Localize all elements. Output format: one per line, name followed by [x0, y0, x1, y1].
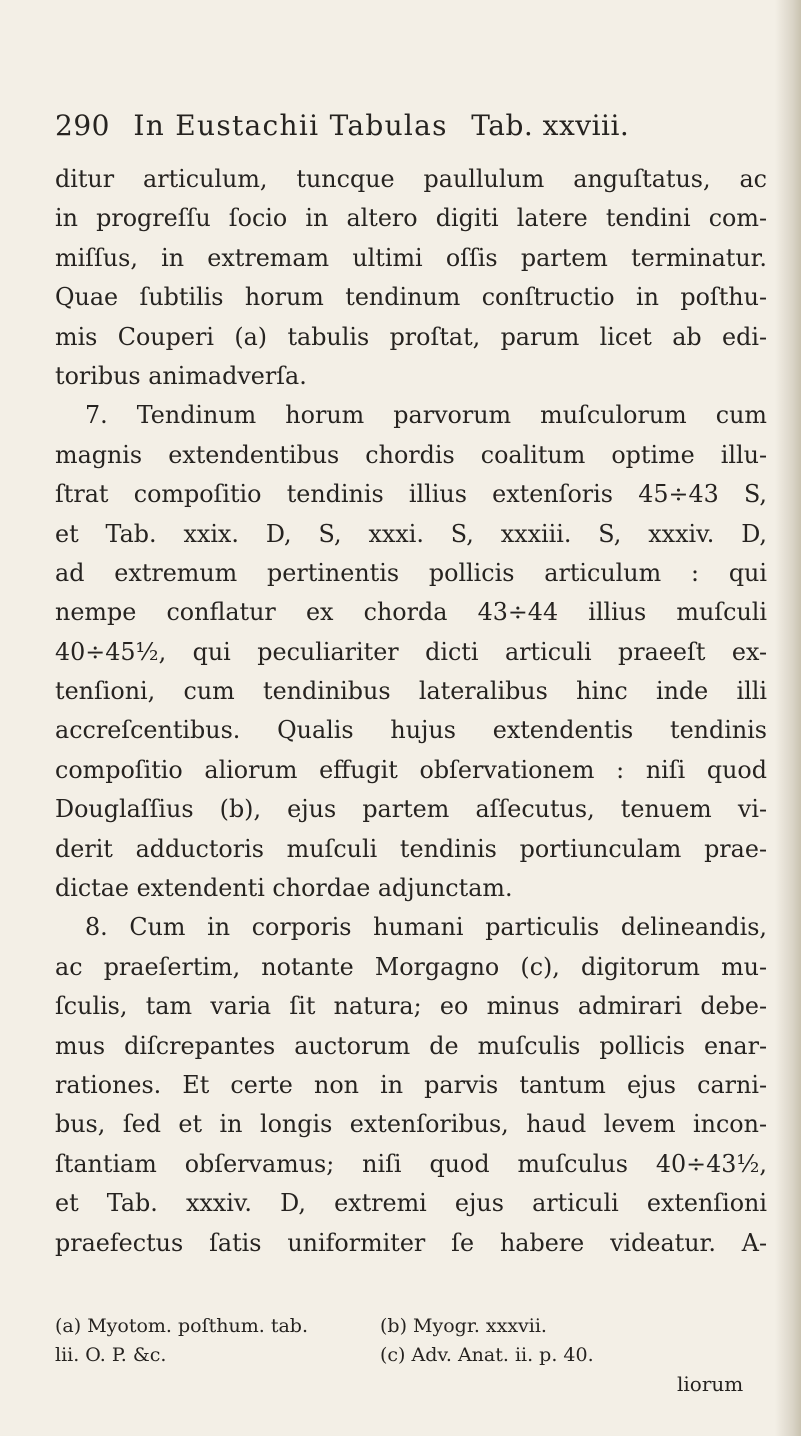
text-line: toribus animadverſa. [55, 361, 307, 390]
text-line: ſtantiam obſervamus; niſi quod muſculus 40÷43½, [55, 1149, 767, 1178]
text-line: rationes. Et certe non in parvis tantum ejus carni- [55, 1070, 767, 1099]
text-line: et Tab. xxix. D, S, xxxi. S, xxxiii. S, xxxiv. D, [55, 519, 767, 548]
text-line: ſculis, tam varia ſit natura; eo minus admirari debe- [55, 992, 767, 1021]
text-line: nempe conflatur ex chorda 43÷44 illius muſculi [55, 598, 767, 627]
text-line: ditur articulum, tuncque paullulum anguſtatus, ac [55, 165, 767, 193]
main-text [55, 160, 767, 1263]
footnote-b-c [380, 1312, 760, 1370]
text-line: praefectus ſatis uniformiter ſe habere videatur. A- [55, 1228, 767, 1257]
text-line: bus, ſed et in longis extenſoribus, haud levem incon- [55, 1110, 767, 1139]
text-line: mis Couperi (a) tabulis proſtat, parum licet ab edi- [55, 322, 767, 351]
footnote-line: (b) Myogr. xxxvii. [380, 1315, 547, 1337]
text-line: miſſus, in extremam ultimi oſſis partem terminatur. [55, 243, 767, 272]
text-line: in progreſſu ſocio in altero digiti latere tendini com- [55, 204, 767, 233]
text-line: accreſcentibus. Qualis hujus extendentis tendinis [55, 716, 767, 745]
text-line: ac praeſertim, notante Morgagno (c), digitorum mu- [55, 952, 767, 981]
text-line: ad extremum pertinentis pollicis articulum : qui [55, 558, 767, 587]
text-line: 7. Tendinum horum parvorum muſculorum cum [85, 401, 767, 430]
footnote-a [55, 1312, 395, 1370]
text-line: 8. Cum in corporis humani particulis delineandis, [85, 913, 767, 942]
running-header [55, 98, 775, 154]
text-line: ſtrat compoſitio tendinis illius extenſoris 45÷43 S, [55, 480, 767, 509]
text-line: compoſitio aliorum effugit obſervationem : niſi quod [55, 755, 767, 784]
catchword: liorum [677, 1372, 744, 1396]
text-line: et Tab. xxxiv. D, extremi ejus articuli extenſioni [55, 1189, 767, 1218]
text-line: mus diſcrepantes auctorum de muſculis pollicis enar- [55, 1031, 767, 1060]
page-number: 290 [55, 109, 110, 142]
text-line: Quae ſubtilis horum tendinum conſtructio in poſthu- [55, 283, 767, 312]
footnote-line: (c) Adv. Anat. ii. p. 40. [380, 1344, 594, 1366]
text-line: magnis extendentibus chordis coalitum optime illu- [55, 440, 767, 469]
text-line: tenſioni, cum tendinibus lateralibus hinc inde illi [55, 677, 767, 706]
page-edge-shadow [775, 0, 801, 1436]
text-line: Douglaſſius (b), ejus partem aſſecutus, tenuem vi- [55, 795, 767, 824]
text-line: dictae extendenti chordae adjunctam. [55, 874, 513, 903]
table-reference: Tab. xxviii. [471, 109, 630, 142]
footnote-line: (a) Myotom. poſthum. tab. [55, 1315, 308, 1337]
text-line: derit adductoris muſculi tendinis portiunculam prae- [55, 834, 767, 863]
text-line: 40÷45½, qui peculiariter dicti articuli praeeſt ex- [55, 637, 767, 666]
running-title: In Eustachii Tabulas [133, 109, 448, 142]
footnote-line: lii. O. P. &c. [55, 1344, 167, 1366]
